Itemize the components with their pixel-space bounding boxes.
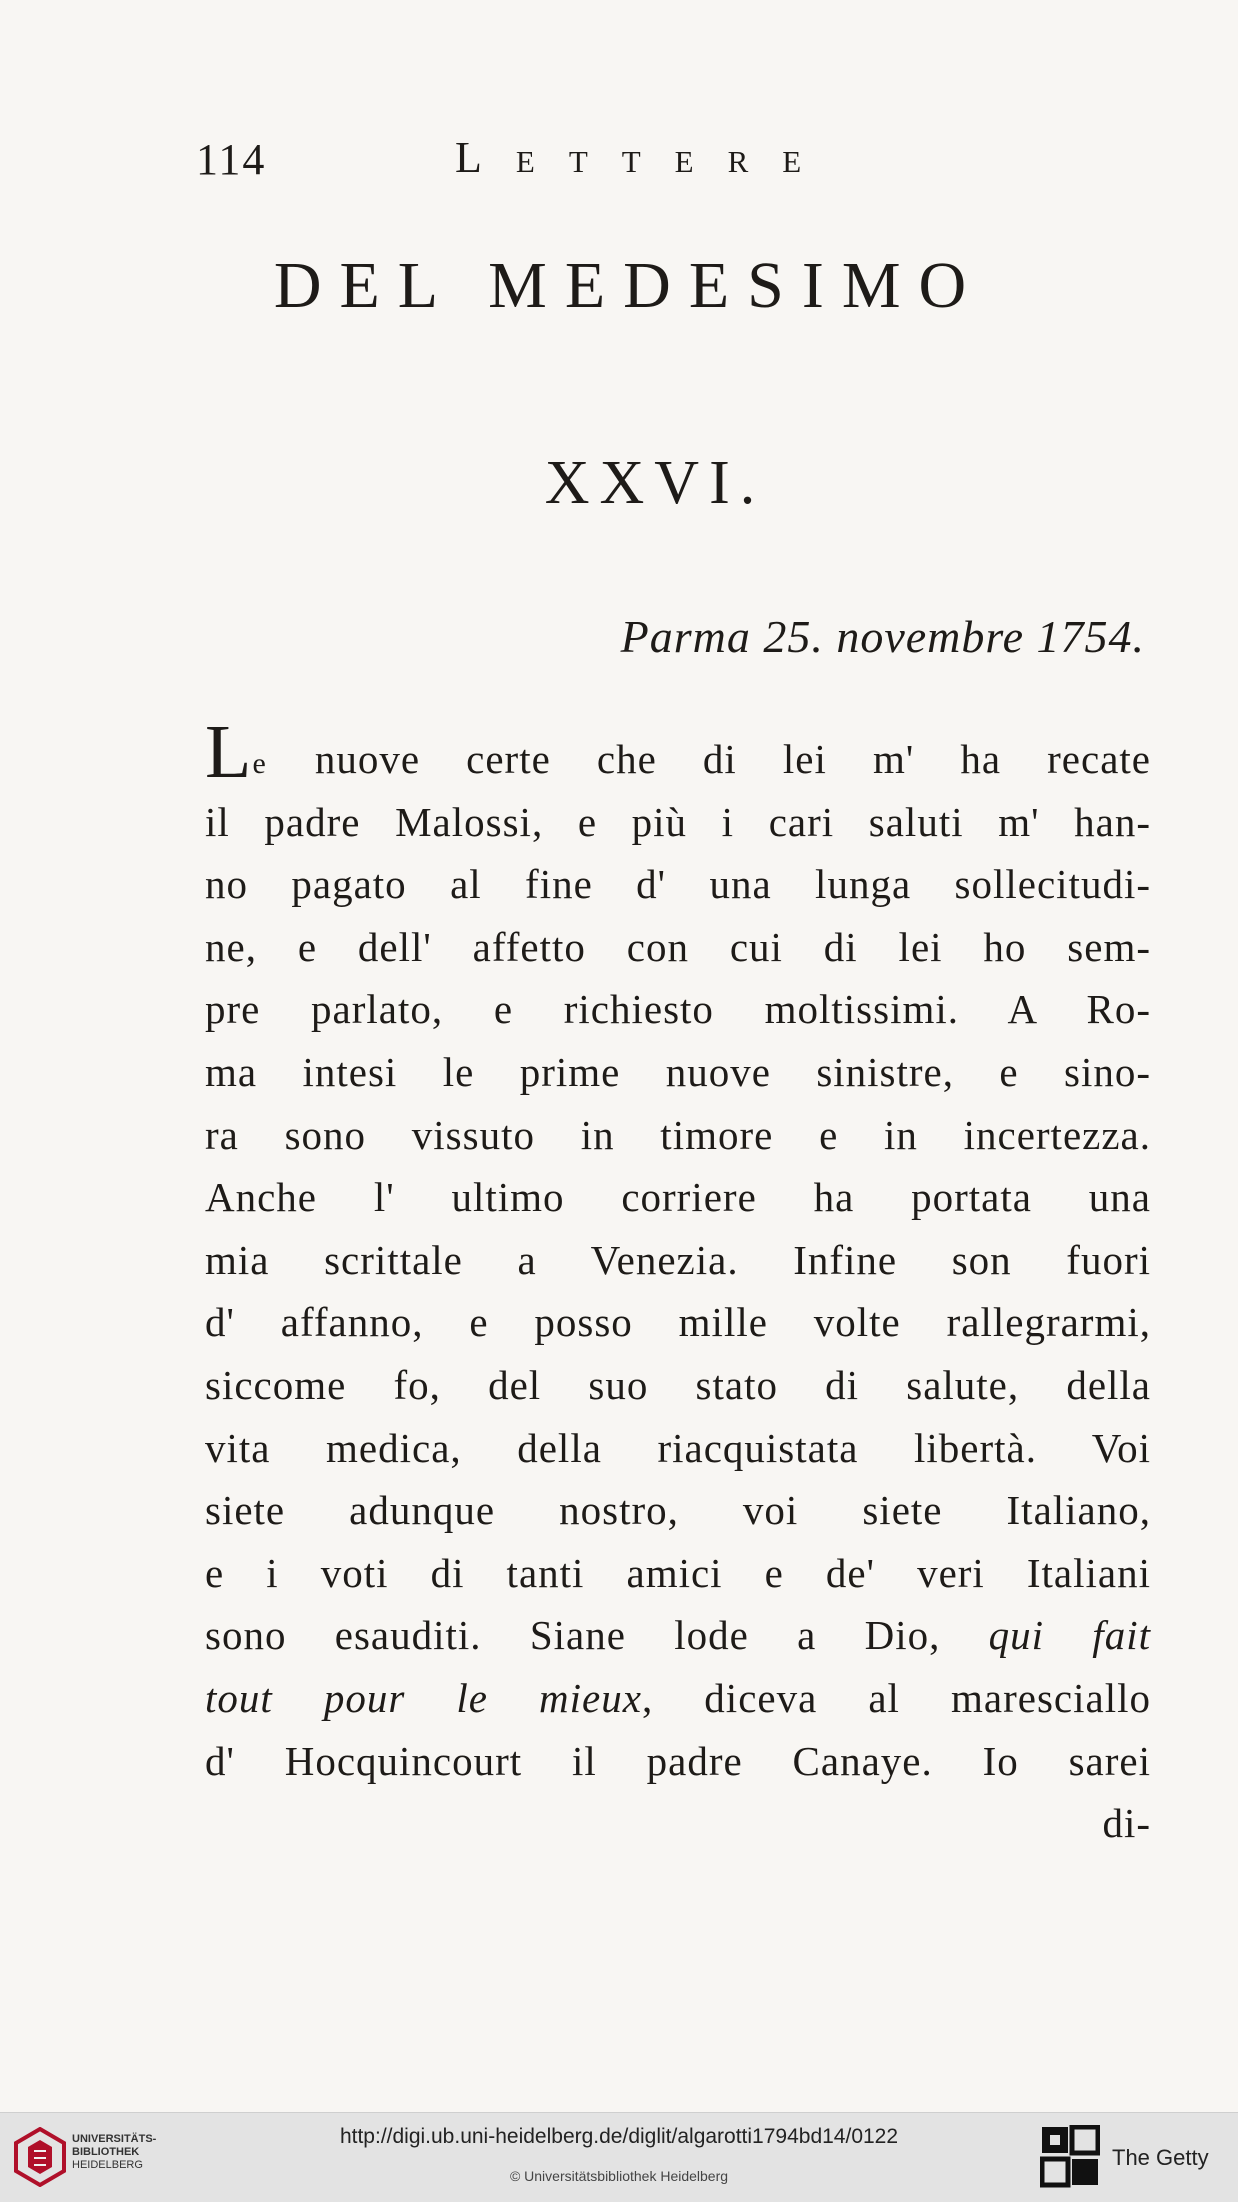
italic-phrase: qui fait — [988, 1612, 1151, 1659]
copyright-notice: © Universitätsbibliothek Heidelberg — [509, 2168, 729, 2184]
line16-rest: , diceva al maresciallo — [641, 1674, 1151, 1721]
line1-rest: nuove certe che di lei m' ha recate — [268, 736, 1151, 782]
footer-bar — [0, 2112, 1238, 2202]
drop-cap: L — [205, 710, 253, 794]
body-line: pre parlato, e richiesto moltissimi. A Ro- — [205, 986, 1151, 1033]
page-number: 114 — [196, 135, 267, 184]
getty-logo-icon — [1040, 2125, 1100, 2189]
body-line: e i voti di tanti amici e de' veri Italiani — [205, 1549, 1151, 1596]
dateline: Parma 25. novembre 1754. — [620, 611, 1145, 662]
letter-heading: DEL MEDESIMO — [273, 249, 985, 322]
body-line: il padre Malossi, e più i cari saluti m' han- — [205, 798, 1151, 845]
body-line: ra sono vissuto in timore e in incertezza. — [205, 1111, 1151, 1158]
body-line: ma intesi le prime nuove sinistre, e sino- — [205, 1048, 1151, 1095]
line15-start: sono esauditi. Siane lode a Dio, — [205, 1612, 989, 1659]
permalink-url[interactable]: http://digi.ub.uni-heidelberg.de/diglit/algarotti1794bd14/0122 — [339, 2125, 899, 2148]
library-name-line: UNIVERSITÄTS- — [72, 2133, 157, 2145]
body-line: Anche l' ultimo corriere ha portata una — [205, 1174, 1151, 1221]
body-line: vita medica, della riacquistata libertà. Voi — [205, 1424, 1151, 1471]
body-line-1 — [205, 710, 1151, 794]
body-line-15 — [205, 1604, 1151, 1667]
italic-phrase: tout pour le mieux — [205, 1674, 642, 1721]
library-name-line: HEIDELBERG — [72, 2159, 143, 2171]
body-line: no pagato al fine d' una lunga sollecitudi- — [205, 861, 1151, 908]
library-name-line: BIBLIOTHEK — [72, 2146, 140, 2158]
body-line: mia scrittale a Venezia. Infine son fuori — [205, 1236, 1151, 1283]
body-line-16 — [205, 1667, 1151, 1730]
body-line: d' affanno, e posso mille volte rallegrarmi, — [205, 1299, 1151, 1346]
running-title: Lettere — [455, 133, 836, 182]
body-line: siete adunque nostro, voi siete Italiano, — [205, 1487, 1151, 1534]
catchword: di- — [1102, 1800, 1151, 1847]
body-line: siccome fo, del suo stato di salute, della — [205, 1361, 1151, 1408]
first-word-rest: e — [252, 747, 269, 780]
body-line-17: d' Hocquincourt il padre Canaye. Io sarei — [205, 1737, 1151, 1784]
letter-body — [205, 710, 1151, 1855]
body-line: ne, e dell' affetto con cui di lei ho sem- — [205, 923, 1151, 970]
sponsor-name: The Getty — [1112, 2145, 1209, 2170]
running-head — [0, 128, 1238, 188]
letter-number: XXVI. — [544, 449, 766, 517]
